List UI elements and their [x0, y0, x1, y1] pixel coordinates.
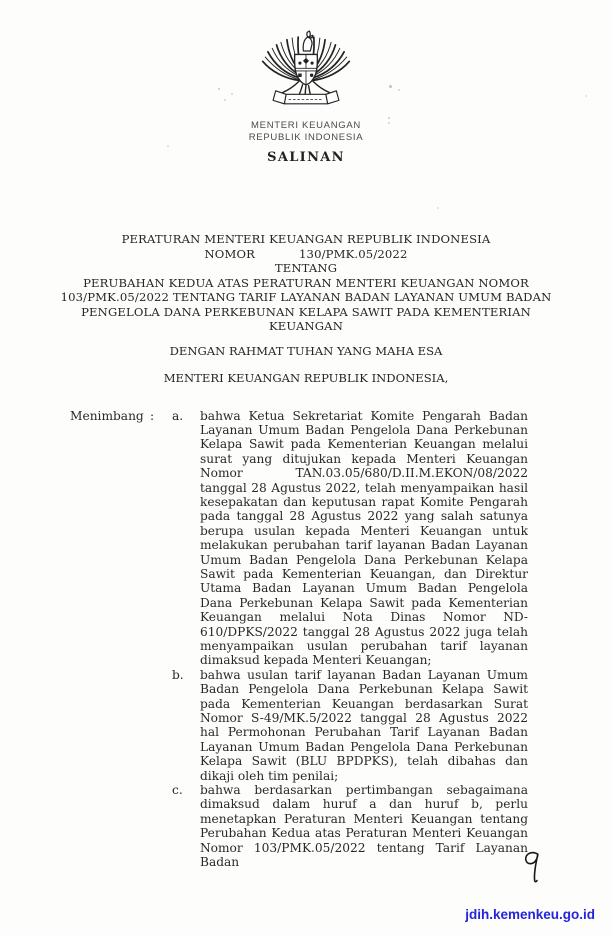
regulation-title-line1: PERATURAN MENTERI KEUANGAN REPUBLIK INDONESIA: [121, 232, 491, 246]
scan-speck: [224, 99, 226, 101]
scan-speck: [167, 145, 169, 147]
invocation-line: DENGAN RAHMAT TUHAN YANG MAHA ESA: [169, 343, 443, 358]
item-text: bahwa usulan tarif layanan Badan Layanan Umum Badan Pengelola Dana Perkebunan Kelapa Sawit pada Kementerian Keuangan berdasarkan Surat Nomor S-49/MK.5/2022 tanggal 28 Agustus 2022 hal Permohonan Perubahan Tarif Layanan Badan Layanan Umum Badan Pengelola Dana Perkebunan Kelapa Sawit (BLU BPDPKS), telah dibahas dan dikaji oleh tim penilai;: [200, 667, 528, 783]
item-text: bahwa Ketua Sekretariat Komite Pengarah Badan Layanan Umum Badan Pengelola Dana Perkebunan Kelapa Sawit pada Kementerian Keuangan melalui surat yang ditujukan kepada Menteri Keuangan Nomor TAN.03.05/680/D.II.M.EKON/08/2022 tanggal 28 Agustus 2022, telah menyampaikan hasil kesepakatan dan keputusan rapat Komite Pengarah pada tanggal 28 Agustus 2022 yang salah satunya berupa usulan kepada Menteri Keuangan untuk melakukan perubahan tarif layanan Badan Layanan Umum Badan Pengelola Dana Perkebunan Kelapa Sawit pada Kementerian Keuangan, dan Direktur Utama Badan Layanan Umum Badan Pengelola Dana Perkebunan Kelapa Sawit pada Kementerian Keuangan melalui Nota Dinas Nomor ND-610/DPKS/2022 tanggal 28 Agustus 2022 juga telah menyampaikan usulan perubahan tarif layanan dimaksud kepada Menteri Keuangan;: [200, 408, 528, 668]
consideration-item-c: [172, 783, 528, 869]
considerations-separator: :: [150, 408, 155, 423]
copy-stamp-label: SALINAN: [267, 150, 345, 165]
item-label: a.: [172, 408, 184, 423]
item-label: c.: [172, 783, 183, 798]
letterhead: [0, 0, 612, 165]
scan-speck: [231, 93, 233, 95]
tentang-label: TENTANG: [274, 261, 338, 275]
garuda-pancasila-emblem: [254, 30, 358, 117]
handwritten-paraf-mark: [521, 849, 545, 889]
regulation-number-label: NOMOR: [204, 246, 256, 261]
regulation-subject: PERUBAHAN KEDUA ATAS PERATURAN MENTERI KEUANGAN NOMOR 103/PMK.05/2022 TENTANG TARIF LAYANAN BADAN LAYANAN UMUM BADAN PENGELOLA DANA PERKEBUNAN KELAPA SAWIT PADA KEMENTERIAN KEUANGAN: [60, 275, 552, 333]
scan-speck: [388, 117, 390, 119]
item-text: bahwa berdasarkan pertimbangan sebagaimana dimaksud dalam huruf a dan huruf b, perlu menetapkan Peraturan Menteri Keuangan tentang Perubahan Kedua atas Peraturan Menteri Keuangan Nomor 103/PMK.05/2022 tentang Tarif Layanan Badan: [200, 783, 528, 870]
regulation-title: [48, 232, 564, 334]
scan-speck: [398, 89, 400, 91]
scan-speck: [437, 207, 439, 209]
scan-speck: [388, 122, 390, 124]
number-gap: [255, 247, 299, 262]
ministry-name-line2: REPUBLIK INDONESIA: [248, 131, 364, 143]
item-label: b.: [172, 667, 184, 682]
considerations-label: Menimbang: [70, 408, 144, 423]
considerations-section: [0, 409, 612, 870]
scan-speck: [218, 88, 220, 90]
scan-speck: [585, 95, 587, 97]
regulation-number-value: 130/PMK.05/2022: [299, 246, 408, 261]
consideration-item-a: [172, 409, 528, 668]
authority-line: MENTERI KEUANGAN REPUBLIK INDONESIA,: [163, 370, 449, 385]
footer-link[interactable]: jdih.kemenkeu.go.id: [465, 907, 595, 922]
consideration-item-b: [172, 668, 528, 783]
ministry-name-line1: MENTERI KEUANGAN: [251, 120, 361, 131]
scan-speck: [389, 85, 392, 88]
